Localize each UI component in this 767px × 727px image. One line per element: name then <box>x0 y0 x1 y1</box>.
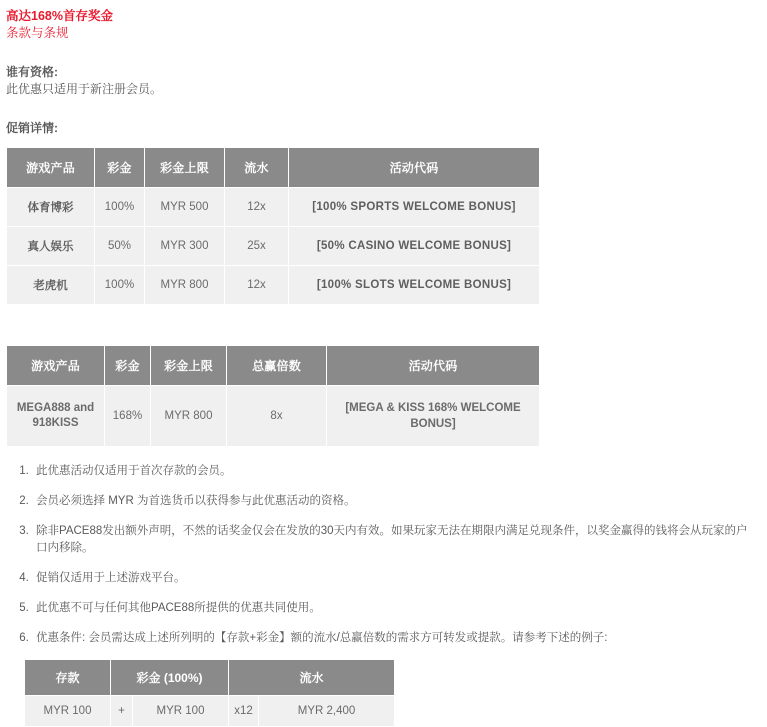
cell-bonus-cap: MYR 800 <box>145 266 225 305</box>
list-item: 6. 优惠条件: 会员需达成上述所列明的【存款+彩金】额的流水/总赢倍数的需求方可转发或提款。请参考下述的例子: <box>32 630 757 647</box>
column-header-deposit: 存款 <box>25 660 111 696</box>
list-item: 5. 此优惠不可与任何其他PACE88所提供的优惠共同使用。 <box>32 600 757 617</box>
table-row <box>25 696 395 727</box>
bonus-table-main <box>6 147 540 305</box>
spacer <box>6 98 767 120</box>
cell-product: 老虎机 <box>7 266 95 305</box>
table-row <box>7 266 540 305</box>
spacer <box>6 42 767 64</box>
cell-code: [50% CASINO WELCOME BONUS] <box>289 227 540 266</box>
column-header-code: 活动代码 <box>289 148 540 188</box>
eligibility-heading: 谁有资格: <box>6 65 58 79</box>
table-row <box>7 188 540 227</box>
cell-plus-operator: + <box>111 696 133 727</box>
column-header-product: 游戏产品 <box>7 148 95 188</box>
cell-win-multiplier: 8x <box>227 386 327 447</box>
promo-subtitle: 条款与条规 <box>6 26 69 40</box>
cell-deposit: MYR 100 <box>25 696 111 727</box>
table-row <box>7 227 540 266</box>
list-item: 4. 促销仅适用于上述游戏平台。 <box>32 570 757 587</box>
promo-title: 高达168%首存奖金 <box>6 9 113 23</box>
cell-code: [100% SLOTS WELCOME BONUS] <box>289 266 540 305</box>
spacer <box>6 137 767 147</box>
column-header-bonus-cap: 彩金上限 <box>145 148 225 188</box>
terms-section <box>6 463 767 647</box>
spacer <box>6 447 767 463</box>
column-header-bonus-cap: 彩金上限 <box>151 346 227 386</box>
cell-bonus-amount: MYR 100 <box>133 696 229 727</box>
cell-rollover-amount: MYR 2,400 <box>259 696 395 727</box>
cell-code: [MEGA & KISS 168% WELCOME BONUS] <box>327 386 540 447</box>
bonus-table-mega <box>6 345 540 447</box>
column-header-win-multiplier: 总赢倍数 <box>227 346 327 386</box>
cell-bonus-cap: MYR 500 <box>145 188 225 227</box>
list-item: 3. 除非PACE88发出额外声明，不然的话奖金仅会在发放的30天内有效。如果玩家无法在期限内满足兑现条件，以奖金赢得的钱将会从玩家的户口内移除。 <box>32 523 757 557</box>
table-row <box>7 386 540 447</box>
cell-multiplier: x12 <box>229 696 259 727</box>
table-header-row <box>7 148 540 188</box>
cell-rollover: 12x <box>225 188 289 227</box>
column-header-bonus: 彩金 (100%) <box>111 660 229 696</box>
column-header-rollover: 流水 <box>225 148 289 188</box>
list-item: 2. 会员必须选择 MYR 为首选货币以获得参与此优惠活动的资格。 <box>32 493 757 510</box>
example-table <box>24 659 395 727</box>
table-header-row <box>25 660 395 696</box>
cell-bonus-cap: MYR 800 <box>151 386 227 447</box>
cell-rollover: 25x <box>225 227 289 266</box>
column-header-bonus: 彩金 <box>95 148 145 188</box>
cell-bonus: 168% <box>105 386 151 447</box>
cell-product: 真人娱乐 <box>7 227 95 266</box>
column-header-rollover: 流水 <box>229 660 395 696</box>
cell-rollover: 12x <box>225 266 289 305</box>
terms-list <box>6 463 757 647</box>
cell-bonus-cap: MYR 300 <box>145 227 225 266</box>
cell-bonus: 100% <box>95 188 145 227</box>
cell-product: MEGA888 and 918KISS <box>7 386 105 447</box>
table-header-row <box>7 346 540 386</box>
spacer <box>6 305 767 345</box>
list-item: 1. 此优惠活动仅适用于首次存款的会员。 <box>32 463 757 480</box>
eligibility-text: 此优惠只适用于新注册会员。 <box>6 82 163 96</box>
details-heading: 促销详情: <box>6 121 58 135</box>
column-header-code: 活动代码 <box>327 346 540 386</box>
cell-code: [100% SPORTS WELCOME BONUS] <box>289 188 540 227</box>
cell-bonus: 100% <box>95 266 145 305</box>
column-header-product: 游戏产品 <box>7 346 105 386</box>
cell-product: 体育博彩 <box>7 188 95 227</box>
column-header-bonus: 彩金 <box>105 346 151 386</box>
cell-bonus: 50% <box>95 227 145 266</box>
